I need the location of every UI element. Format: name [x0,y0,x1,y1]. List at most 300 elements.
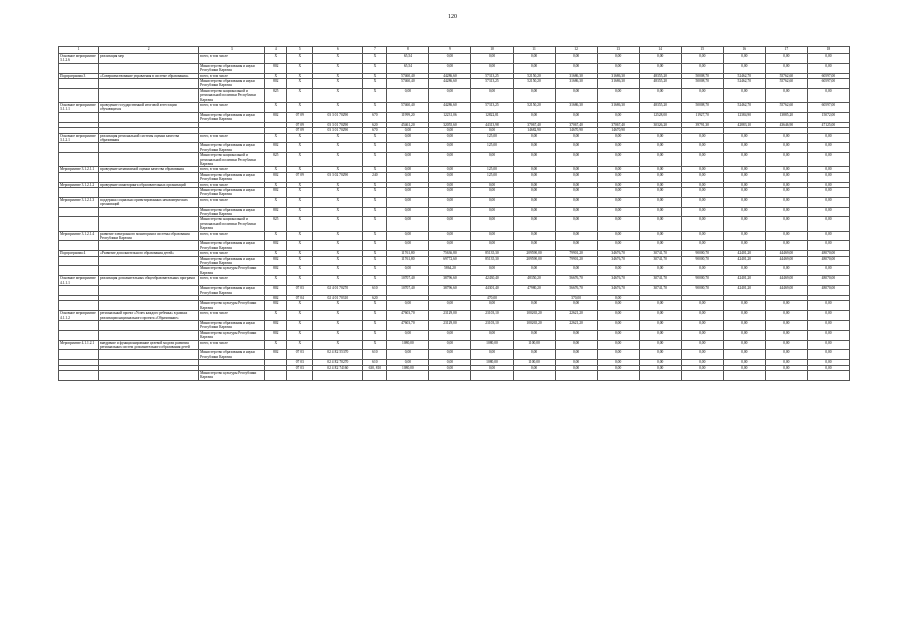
amount-cell: 55762,60 [765,103,807,113]
grbs-cell: 802 [265,256,287,266]
executor-cell: всего, в том числе [199,167,265,172]
expense-type-cell: X [363,256,387,266]
section-cell: X [287,266,313,276]
table-row [59,311,850,321]
amount-cell: 0,00 [513,231,555,241]
table-row [59,217,850,231]
target-article-cell: 03 3 01 70290 [313,112,363,122]
amount-cell: 0,00 [639,197,681,207]
amount-cell: 43646,90 [765,122,807,127]
section-cell: X [287,182,313,187]
amount-cell: 0,00 [555,217,597,231]
amount-cell: 0,00 [387,217,429,231]
status-cell: Мероприятие 3.1.2.1.3 [59,197,99,207]
amount-cell: 0,00 [387,153,429,167]
amount-cell: 0,00 [429,133,471,143]
amount-cell: 0,00 [387,133,429,143]
amount-cell: 0,00 [429,197,471,207]
amount-cell: 0,00 [597,231,639,241]
target-article-cell: 03 3 01 70290 [313,128,363,133]
amount-cell: 52462,70 [723,103,765,113]
expense-type-cell: 620 [363,122,387,127]
amount-cell [765,371,807,381]
amount-cell: 44286,60 [429,79,471,89]
expense-type-cell: X [363,276,387,286]
amount-cell: 0,00 [681,330,723,340]
amount-cell: 0,00 [471,197,513,207]
section-cell: X [287,73,313,78]
amount-cell: 47125,00 [807,122,849,127]
amount-cell: 55762,60 [765,79,807,89]
amount-cell: 52150,20 [513,73,555,78]
table-row [59,301,850,311]
amount-cell: 0,00 [723,365,765,370]
status-cell [59,112,99,122]
executor-cell: всего, в том числе [199,251,265,256]
executor-cell: Министерство образования и науки Республики Карелия [199,256,265,266]
amount-cell: 0,00 [429,207,471,217]
amount-cell: 0,00 [597,301,639,311]
table-row [59,103,850,113]
amount-cell: 0,00 [513,241,555,251]
amount-cell: 0,00 [597,112,639,122]
amount-cell: 0,00 [681,197,723,207]
amount-cell: 0,00 [639,311,681,321]
section-cell: 07 09 [287,128,313,133]
section-cell: X [287,217,313,231]
amount-cell: 0,00 [387,172,429,182]
amount-cell: 48070,00 [807,256,849,266]
executor-cell: Министерство культуры Республики Карелия [199,266,265,276]
amount-cell: 85135,30 [471,251,513,256]
table-row [59,231,850,241]
status-cell [59,241,99,251]
amount-cell: 1100,00 [513,360,555,365]
amount-cell: 0,00 [639,133,681,143]
name-cell [99,63,199,73]
amount-cell: 0,00 [597,54,639,64]
amount-cell: 48070,00 [807,286,849,296]
status-cell [59,63,99,73]
grbs-cell: 802 [265,172,287,182]
amount-cell: 0,00 [723,266,765,276]
grbs-cell: 802 [265,207,287,217]
expense-type-cell: 620 [363,295,387,300]
table-row [59,276,850,286]
amount-cell [387,371,429,381]
amount-cell: 65,54 [387,63,429,73]
amount-cell: 0,00 [639,187,681,197]
executor-cell: Министерство образования и науки Республики Карелия [199,350,265,360]
section-cell: X [287,241,313,251]
status-cell: Основное мероприятие 4.1.1.1 [59,276,99,286]
amount-cell: 0,00 [597,63,639,73]
amount-cell: 0,00 [681,133,723,143]
amount-cell: 42401,20 [723,276,765,286]
expense-type-cell: X [363,311,387,321]
table-row [59,172,850,182]
amount-cell: 0,00 [639,63,681,73]
grbs-cell: 802 [265,330,287,340]
amount-cell: 0,00 [429,350,471,360]
amount-cell: 0,00 [429,153,471,167]
amount-cell: 0,00 [513,88,555,102]
amount-cell: 44469,00 [765,276,807,286]
amount-cell [513,371,555,381]
amount-cell: 0,00 [471,88,513,102]
amount-cell: 0,00 [681,311,723,321]
column-number-header: 9 [429,47,471,54]
amount-cell: 0,00 [471,231,513,241]
amount-cell: 0,00 [555,330,597,340]
amount-cell: 42401,20 [723,251,765,256]
name-cell [99,88,199,102]
amount-cell: 12528,00 [639,112,681,122]
amount-cell: 0,00 [765,197,807,207]
expense-type-cell: 610 [363,350,387,360]
amount-cell: 0,00 [429,340,471,350]
name-cell [99,286,199,296]
amount-cell: 39791,30 [681,122,723,127]
amount-cell: 0,00 [765,217,807,231]
amount-cell: 31686,30 [555,103,597,113]
grbs-cell: X [265,231,287,241]
column-number-header: 8 [387,47,429,54]
section-cell: X [287,63,313,73]
amount-cell: 0,00 [639,301,681,311]
amount-cell: 0,00 [471,207,513,217]
name-cell: проведение мониторинга образовательных организаций [99,182,199,187]
amount-cell: 48355,20 [639,103,681,113]
amount-cell: 125,00 [471,133,513,143]
name-cell [99,350,199,360]
amount-cell: 0,00 [471,153,513,167]
amount-cell: 0,00 [555,197,597,207]
column-number-header: 16 [723,47,765,54]
amount-cell: 85135,30 [471,256,513,266]
amount-cell: 0,00 [723,340,765,350]
target-article-cell: X [313,241,363,251]
amount-cell: 470,00 [471,295,513,300]
amount-cell: 0,00 [723,330,765,340]
amount-cell: 125,00 [471,167,513,172]
amount-cell: 12822,81 [471,112,513,122]
amount-cell: 44469,00 [765,256,807,266]
grbs-cell [265,371,287,381]
amount-cell: 11999,20 [387,112,429,122]
amount-cell: 0,00 [387,266,429,276]
amount-cell: 0,00 [807,197,849,207]
budget-table [58,46,850,381]
name-cell: реализация региональной системы оценки качества образования [99,133,199,143]
column-number-header: 11 [513,47,555,54]
amount-cell: 0,00 [723,197,765,207]
amount-cell: 0,00 [471,217,513,231]
amount-cell: 0,00 [723,63,765,73]
page-number: 120 [448,14,457,20]
amount-cell: 47603,70 [387,320,429,330]
name-cell [99,256,199,266]
name-cell: региональный проект «Успех каждого ребенка» в рамках реализации национального проекта «Образование» [99,311,199,321]
amount-cell: 0,00 [513,187,555,197]
name-cell [99,371,199,381]
grbs-cell: 802 [265,266,287,276]
table-row [59,371,850,381]
amount-cell: 0,00 [387,350,429,360]
amount-cell: 0,00 [597,153,639,167]
amount-cell: 0,00 [765,63,807,73]
executor-cell: всего, в том числе [199,133,265,143]
status-cell [59,79,99,89]
amount-cell: 0,00 [765,360,807,365]
amount-cell: 0,00 [471,330,513,340]
amount-cell: 0,00 [765,301,807,311]
section-cell: 07 09 [287,122,313,127]
name-cell [99,79,199,89]
executor-cell: Министерство образования и науки Республики Карелия [199,320,265,330]
amount-cell: 209590,00 [513,256,555,266]
table-row [59,207,850,217]
amount-cell: 0,00 [597,167,639,172]
target-article-cell: X [313,207,363,217]
target-article-cell: X [313,153,363,167]
amount-cell: 0,00 [681,301,723,311]
status-cell [59,217,99,231]
amount-cell: 10707,40 [387,276,429,286]
amount-cell: 0,00 [639,88,681,102]
amount-cell: 0,00 [387,301,429,311]
amount-cell: 0,00 [429,217,471,231]
status-cell: Основное мероприятие 3.1.2.1 [59,133,99,143]
amount-cell: 0,00 [765,167,807,172]
column-number-header: 3 [199,47,265,54]
amount-cell: 0,00 [765,207,807,217]
amount-cell: 0,00 [429,63,471,73]
amount-cell: 13885,20 [765,112,807,122]
amount-cell: 0,00 [681,63,723,73]
expense-type-cell: X [363,217,387,231]
amount-cell: 22621,20 [555,320,597,330]
expense-type-cell: 610 [363,286,387,296]
amount-cell: 0,00 [513,182,555,187]
amount-cell: 0,00 [597,330,639,340]
amount-cell: 0,00 [723,241,765,251]
amount-cell [429,371,471,381]
expense-type-cell: X [363,88,387,102]
amount-cell: 0,00 [597,241,639,251]
amount-cell: 0,00 [429,167,471,172]
amount-cell: 0,00 [807,133,849,143]
amount-cell: 10707,40 [387,286,429,296]
column-number-header: 2 [99,47,199,54]
amount-cell: 0,00 [429,365,471,370]
target-article-cell: X [313,330,363,340]
amount-cell: 0,00 [597,295,639,300]
grbs-cell: X [265,167,287,172]
amount-cell: 0,00 [597,350,639,360]
amount-cell: 0,00 [513,197,555,207]
amount-cell: 0,00 [765,143,807,153]
amount-cell: 60597,00 [807,79,849,89]
amount-cell: 0,00 [723,54,765,64]
section-cell: X [287,256,313,266]
amount-cell: 0,00 [723,207,765,217]
amount-cell: 48350,20 [513,276,555,286]
grbs-cell: 802 [265,350,287,360]
amount-cell: 0,00 [807,350,849,360]
column-number-header: 5 [287,47,313,54]
amount-cell: 0,00 [513,266,555,276]
column-number-header: 10 [471,47,513,54]
amount-cell: 0,00 [429,360,471,365]
status-cell [59,143,99,153]
amount-cell: 0,00 [387,167,429,172]
amount-cell: 209590,00 [513,251,555,256]
amount-cell: 100265,20 [513,311,555,321]
amount-cell: 0,00 [681,365,723,370]
amount-cell: 37067,40 [555,122,597,127]
amount-cell: 30741,70 [639,251,681,256]
status-cell [59,330,99,340]
expense-type-cell: X [363,187,387,197]
status-cell [59,350,99,360]
amount-cell: 34676,70 [597,251,639,256]
amount-cell: 0,00 [807,311,849,321]
section-cell: 07 03 [287,350,313,360]
amount-cell: 90000,70 [681,286,723,296]
section-cell: 07 03 [287,365,313,370]
amount-cell: 23129,00 [429,320,471,330]
amount-cell: 0,00 [513,133,555,143]
amount-cell: 0,00 [597,197,639,207]
name-cell [99,112,199,122]
amount-cell: 56676,70 [555,286,597,296]
amount-cell: 0,00 [429,128,471,133]
section-cell: X [287,79,313,89]
name-cell [99,266,199,276]
expense-type-cell: X [363,54,387,64]
amount-cell: 50008,70 [681,103,723,113]
amount-cell: 50008,70 [681,79,723,89]
target-article-cell: X [313,133,363,143]
amount-cell: 0,00 [387,88,429,102]
amount-cell: 0,00 [807,301,849,311]
amount-cell: 0,00 [429,187,471,197]
expense-type-cell: X [363,167,387,172]
amount-cell: 0,00 [723,217,765,231]
amount-cell: 31686,30 [597,73,639,78]
amount-cell: 42883,10 [723,122,765,127]
amount-cell: 0,00 [429,231,471,241]
amount-cell: 12384,90 [723,112,765,122]
name-cell: проведение государственной итоговой аттестации обучающихся [99,103,199,113]
grbs-cell: 825 [265,153,287,167]
table-row [59,88,850,102]
table-row [59,350,850,360]
amount-cell: 0,00 [723,172,765,182]
amount-cell: 23103,10 [471,320,513,330]
amount-cell: 0,00 [555,241,597,251]
amount-cell: 11761,80 [387,256,429,266]
amount-cell: 0,00 [807,207,849,217]
grbs-cell: 802 [265,112,287,122]
amount-cell: 0,00 [681,241,723,251]
status-cell: Мероприятие 3.1.2.1.4 [59,231,99,241]
amount-cell [597,371,639,381]
grbs-cell: 802 [265,295,287,300]
amount-cell: 0,00 [681,360,723,365]
section-cell: X [287,320,313,330]
executor-cell: всего, в том числе [199,276,265,286]
amount-cell: 52462,70 [723,79,765,89]
target-article-cell: 03 3 01 70290 [313,122,363,127]
amount-cell: 0,00 [807,266,849,276]
section-cell: X [287,311,313,321]
executor-cell: Министерство образования и науки Республики Карелия [199,172,265,182]
amount-cell: 69772,60 [429,256,471,266]
amount-cell: 0,00 [555,350,597,360]
amount-cell: 0,00 [387,182,429,187]
amount-cell: 0,00 [765,320,807,330]
amount-cell: 48355,20 [639,73,681,78]
amount-cell: 0,00 [723,231,765,241]
amount-cell: 0,00 [765,182,807,187]
expense-type-cell: X [363,182,387,187]
grbs-cell: X [265,133,287,143]
expense-type-cell: 670 [363,128,387,133]
amount-cell: 42401,20 [723,286,765,296]
executor-cell: всего, в том числе [199,54,265,64]
amount-cell [807,371,849,381]
section-cell: 07 04 [287,295,313,300]
amount-cell: 0,00 [555,143,597,153]
executor-cell: всего, в том числе [199,197,265,207]
amount-cell: 0,00 [765,172,807,182]
status-cell: Основное мероприятие 3.1.2.6 [59,54,99,64]
expense-type-cell: X [363,143,387,153]
amount-cell: 0,00 [555,182,597,187]
column-number-header: 4 [265,47,287,54]
column-number-header: 15 [681,47,723,54]
target-article-cell: X [313,256,363,266]
expense-type-cell: X [363,241,387,251]
target-article-cell: X [313,320,363,330]
amount-cell: 0,00 [513,153,555,167]
expense-type-cell: X [363,133,387,143]
amount-cell: 0,00 [765,340,807,350]
amount-cell: 0,00 [555,231,597,241]
amount-cell: 0,00 [387,241,429,251]
name-cell: «Совершенствование управления в системе образования» [99,73,199,78]
amount-cell: 14682,90 [513,128,555,133]
grbs-cell: X [265,311,287,321]
target-article-cell: X [313,197,363,207]
amount-cell: 0,00 [513,207,555,217]
amount-cell: 30741,70 [639,276,681,286]
executor-cell: всего, в том числе [199,182,265,187]
amount-cell [471,371,513,381]
section-cell: X [287,197,313,207]
amount-cell: 0,00 [513,301,555,311]
amount-cell: 42430,40 [471,276,513,286]
amount-cell: 0,00 [555,360,597,365]
amount-cell: 0,00 [597,172,639,182]
target-article-cell: 03 3 02 70290 [313,172,363,182]
executor-cell: Министерство культуры Республики Карелия [199,330,265,340]
amount-cell: 0,00 [765,231,807,241]
amount-cell: 0,00 [807,231,849,241]
amount-cell: 0,00 [807,172,849,182]
